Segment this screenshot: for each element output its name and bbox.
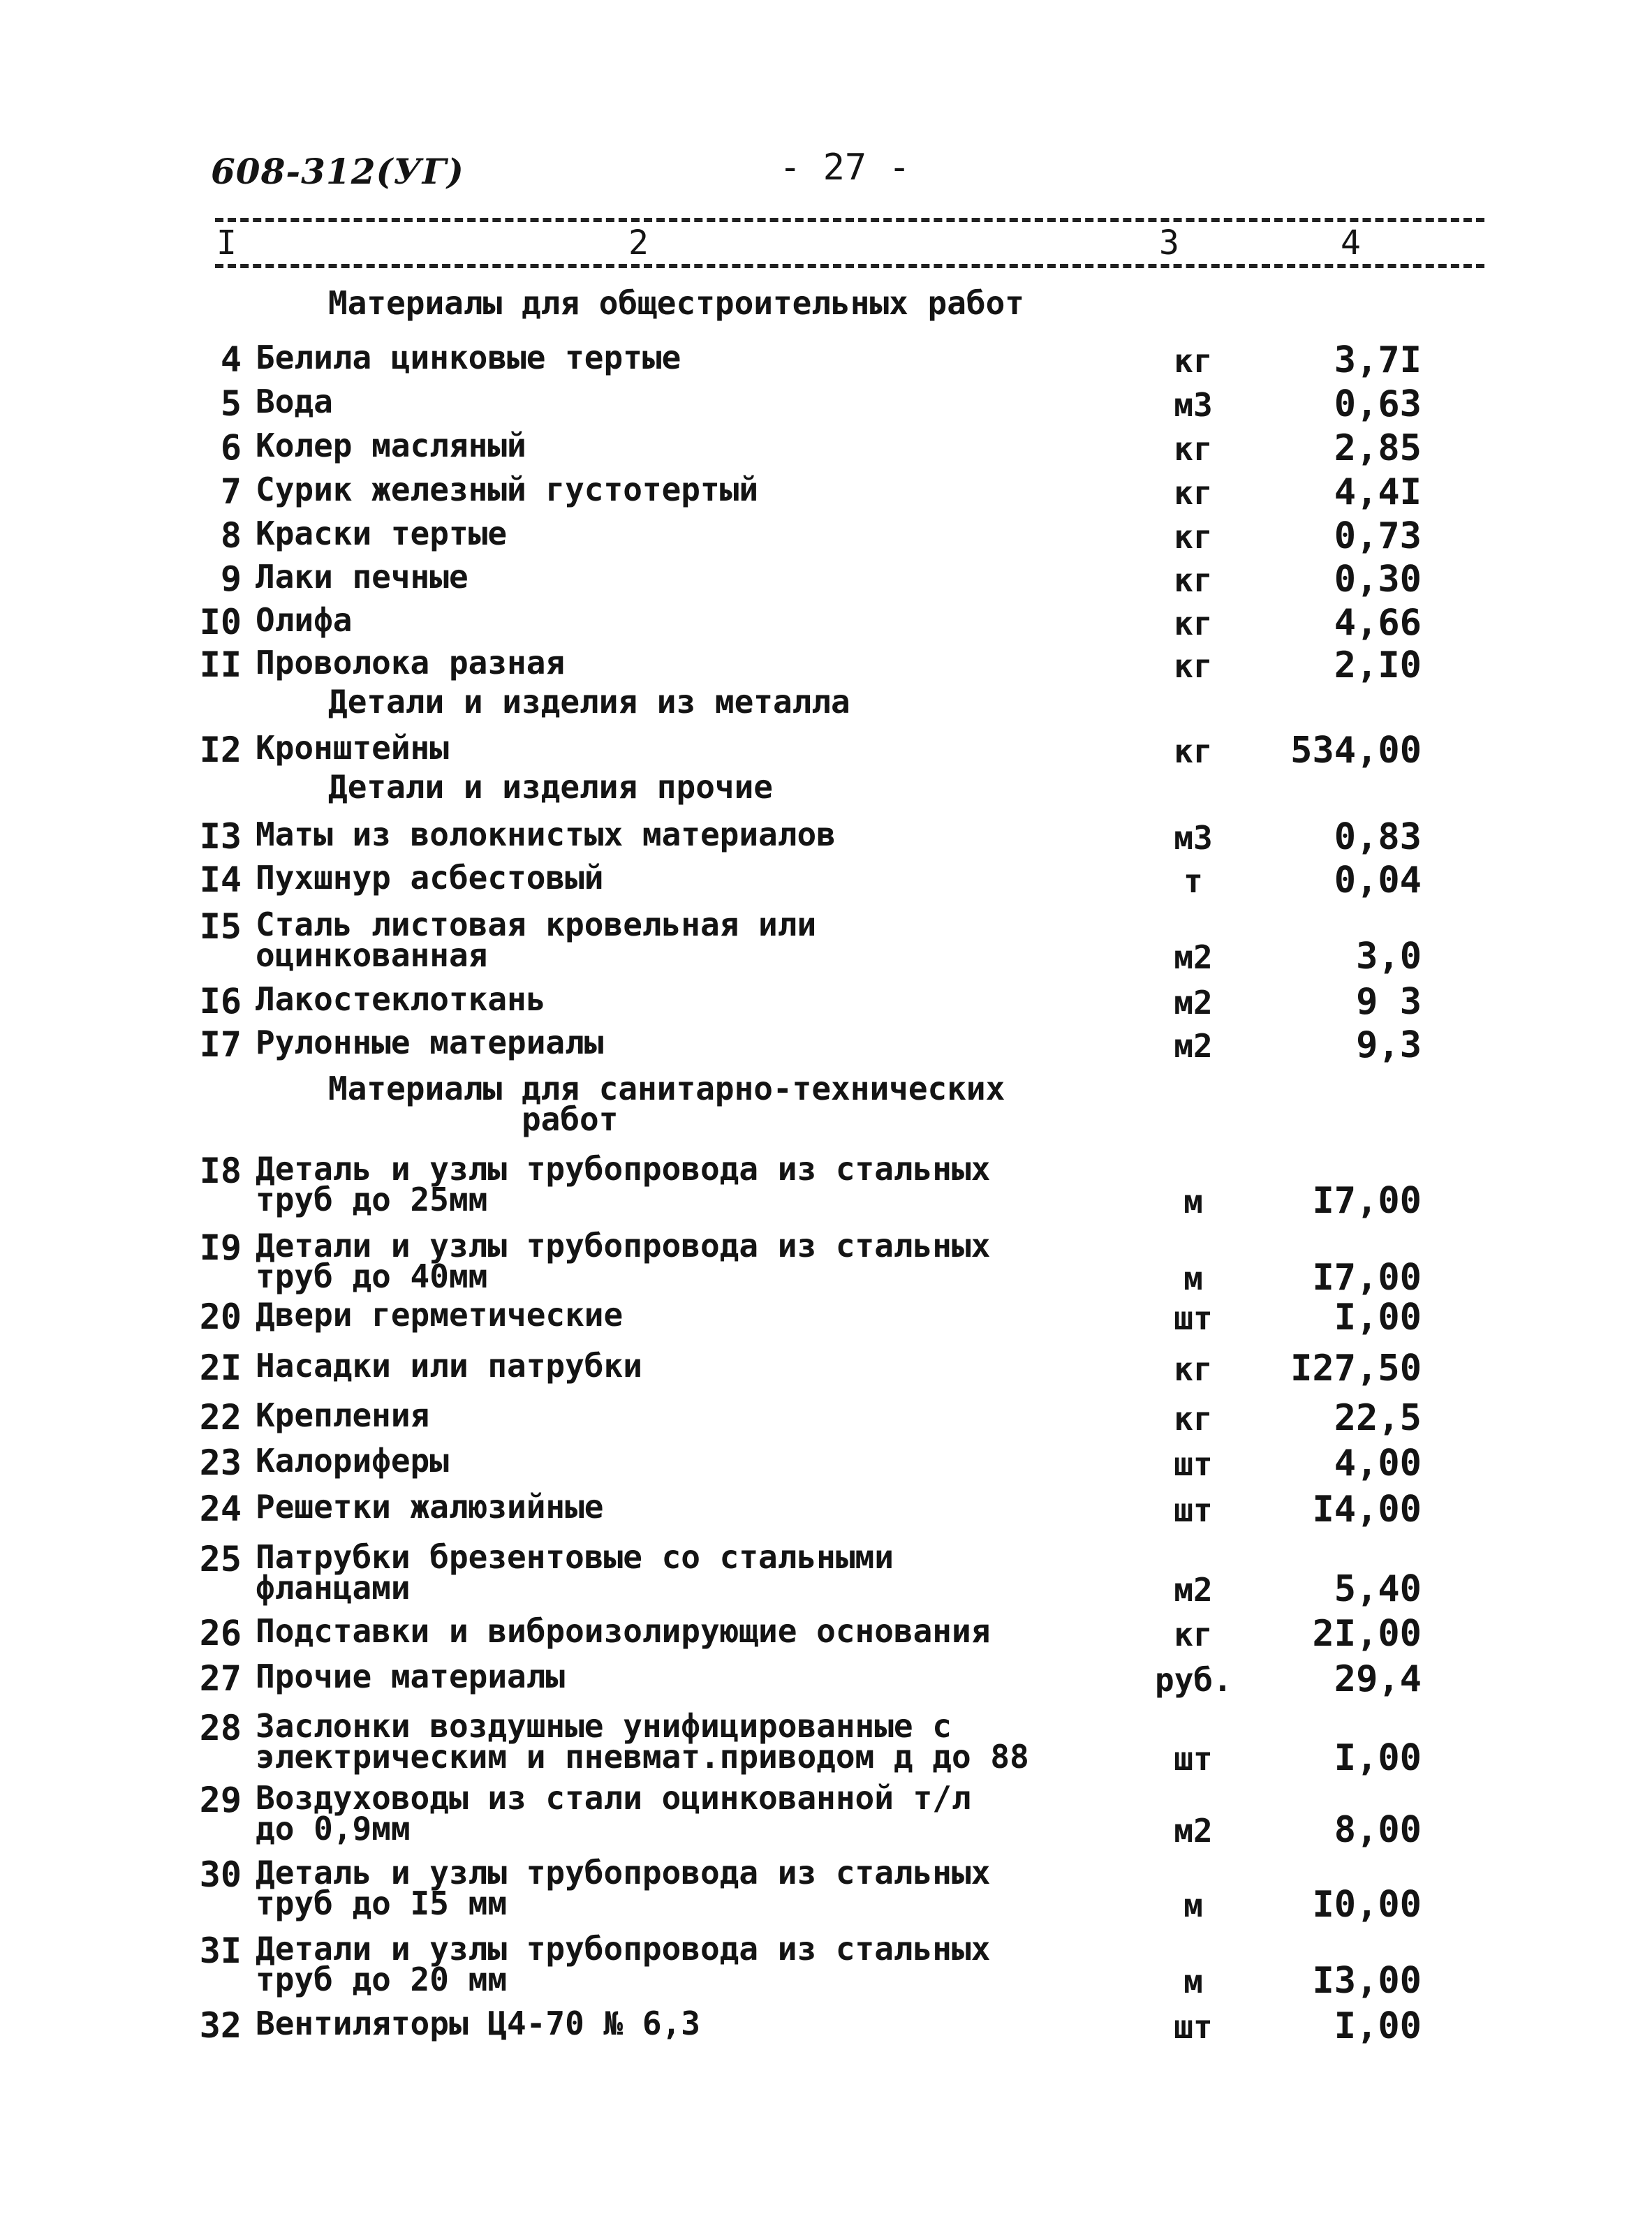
unit-of-measure: кг <box>1174 1400 1213 1438</box>
material-name: Патрубки брезентовые со стальными фланцами <box>256 1538 894 1607</box>
unit-of-measure: м2 <box>1174 1027 1213 1065</box>
quantity: I7,00 <box>1312 1257 1422 1299</box>
unit-of-measure: м <box>1183 1963 1203 2000</box>
quantity: 29,4 <box>1334 1658 1422 1700</box>
material-name: Лаки печные <box>256 558 469 596</box>
quantity: 0,63 <box>1334 383 1422 425</box>
quantity: 534,00 <box>1290 730 1422 772</box>
column-header-4: 4 <box>1341 223 1361 263</box>
row-number: 9 <box>220 559 242 599</box>
quantity: 0,83 <box>1334 816 1422 858</box>
row-number: II <box>199 644 242 685</box>
material-name: Воздуховоды из стали оцинкованной т/л до 0,9мм <box>256 1779 971 1847</box>
row-number: 2I <box>199 1348 242 1388</box>
unit-of-measure: кг <box>1174 342 1213 380</box>
material-name: Олифа <box>256 601 353 639</box>
quantity: I27,50 <box>1290 1348 1422 1389</box>
unit-of-measure: м <box>1183 1887 1203 1924</box>
material-name: Белила цинковые тертые <box>256 339 681 376</box>
material-name: Насадки или патрубки <box>256 1347 642 1385</box>
unit-of-measure: кг <box>1174 474 1213 512</box>
material-name: Сталь листовая кровельная или оцинкованная <box>256 906 817 974</box>
quantity: 5,40 <box>1334 1568 1422 1610</box>
unit-of-measure: кг <box>1174 430 1213 468</box>
unit-of-measure: м2 <box>1174 1571 1213 1609</box>
section-heading: Материалы для санитарно-технических работ <box>328 1070 1005 1138</box>
material-name: Рулонные материалы <box>256 1024 604 1061</box>
quantity: I,00 <box>1334 1297 1422 1338</box>
row-number: I2 <box>199 730 242 770</box>
unit-of-measure: м2 <box>1174 938 1213 976</box>
unit-of-measure: кг <box>1174 605 1213 642</box>
section-heading: Материалы для общестроительных работ <box>328 284 1024 322</box>
row-number: 7 <box>220 471 242 512</box>
quantity: 0,30 <box>1334 559 1422 600</box>
unit-of-measure: кг <box>1174 1616 1213 1653</box>
row-number: 24 <box>199 1489 242 1529</box>
column-header-3: 3 <box>1159 223 1179 263</box>
row-number: 29 <box>199 1780 242 1820</box>
material-name: Детали и узлы трубопровода из стальных труб до 40мм <box>256 1227 991 1295</box>
quantity: 4,00 <box>1334 1443 1422 1484</box>
quantity: 4,4I <box>1334 471 1422 513</box>
material-name: Вентиляторы Ц4-70 № 6,3 <box>256 2005 700 2042</box>
material-name: Заслонки воздушные унифицированные с электрическим и пневмат.приводом д до 88 <box>256 1707 1029 1776</box>
unit-of-measure: т <box>1183 862 1203 900</box>
material-name: Прочие материалы <box>256 1658 566 1695</box>
material-name: Крепления <box>256 1396 430 1434</box>
unit-of-measure: м2 <box>1174 1812 1213 1850</box>
material-name: Двери герметические <box>256 1296 624 1334</box>
quantity: I,00 <box>1334 2005 1422 2047</box>
row-number: 30 <box>199 1854 242 1895</box>
header-rule-top <box>215 218 1484 222</box>
row-number: I6 <box>199 981 242 1021</box>
row-number: 32 <box>199 2005 242 2046</box>
quantity: I3,00 <box>1312 1960 1422 2002</box>
row-number: 20 <box>199 1297 242 1337</box>
material-name: Подставки и виброизолирующие основания <box>256 1612 991 1650</box>
row-number: 5 <box>220 383 242 424</box>
quantity: 3,0 <box>1356 936 1422 977</box>
quantity: 4,66 <box>1334 602 1422 644</box>
quantity: I4,00 <box>1312 1489 1422 1530</box>
row-number: I5 <box>199 906 242 947</box>
unit-of-measure: м3 <box>1174 819 1213 857</box>
unit-of-measure: м2 <box>1174 984 1213 1021</box>
quantity: 2,85 <box>1334 427 1422 469</box>
row-number: I4 <box>199 860 242 900</box>
unit-of-measure: м3 <box>1174 386 1213 424</box>
unit-of-measure: кг <box>1174 518 1213 556</box>
unit-of-measure: кг <box>1174 647 1213 685</box>
column-header-2: 2 <box>628 223 649 263</box>
unit-of-measure: кг <box>1174 1350 1213 1388</box>
row-number: 22 <box>199 1397 242 1438</box>
row-number: 8 <box>220 515 242 556</box>
unit-of-measure: шт <box>1174 1740 1213 1778</box>
quantity: 22,5 <box>1334 1397 1422 1439</box>
material-name: Проволока разная <box>256 644 566 681</box>
section-heading: Детали и изделия прочие <box>328 768 773 806</box>
material-name: Вода <box>256 383 333 420</box>
quantity: 2I,00 <box>1312 1613 1422 1655</box>
row-number: I8 <box>199 1151 242 1191</box>
unit-of-measure: шт <box>1174 1491 1213 1529</box>
unit-of-measure: шт <box>1174 1445 1213 1483</box>
quantity: 9 3 <box>1356 981 1422 1023</box>
unit-of-measure: м <box>1183 1260 1203 1297</box>
unit-of-measure: кг <box>1174 561 1213 599</box>
material-name: Краски тертые <box>256 515 508 552</box>
quantity: I7,00 <box>1312 1180 1422 1222</box>
material-name: Детали и узлы трубопровода из стальных труб до 20 мм <box>256 1930 991 1998</box>
row-number: 27 <box>199 1658 242 1699</box>
unit-of-measure: руб. <box>1155 1661 1232 1699</box>
page-number: - 27 - <box>779 147 910 189</box>
document-code: 608-312(УГ) <box>211 151 464 192</box>
quantity: I,00 <box>1334 1737 1422 1779</box>
material-name: Калориферы <box>256 1442 449 1480</box>
unit-of-measure: м <box>1183 1183 1203 1220</box>
material-name: Деталь и узлы трубопровода из стальных труб до I5 мм <box>256 1854 991 1922</box>
row-number: 28 <box>199 1708 242 1748</box>
quantity: 0,04 <box>1334 860 1422 901</box>
row-number: 26 <box>199 1613 242 1653</box>
row-number: 23 <box>199 1443 242 1483</box>
unit-of-measure: шт <box>1174 2008 1213 2046</box>
row-number: 6 <box>220 427 242 468</box>
quantity: 8,00 <box>1334 1809 1422 1851</box>
quantity: 3,7I <box>1334 339 1422 381</box>
column-header-1: I <box>216 223 237 263</box>
material-name: Сурик железный густотертый <box>256 471 759 508</box>
material-name: Деталь и узлы трубопровода из стальных труб до 25мм <box>256 1150 991 1218</box>
quantity: I0,00 <box>1312 1884 1422 1926</box>
row-number: 25 <box>199 1539 242 1579</box>
header-rule-bottom <box>215 264 1484 268</box>
quantity: 2,I0 <box>1334 644 1422 686</box>
section-heading: Детали и изделия из металла <box>328 683 850 721</box>
row-number: I0 <box>199 602 242 642</box>
row-number: 3I <box>199 1931 242 1971</box>
quantity: 0,73 <box>1334 515 1422 557</box>
material-name: Пухшнур асбестовый <box>256 859 604 897</box>
material-name: Решетки жалюзийные <box>256 1488 604 1526</box>
unit-of-measure: шт <box>1174 1299 1213 1337</box>
material-name: Лакостеклоткань <box>256 980 546 1018</box>
row-number: I9 <box>199 1227 242 1268</box>
row-number: I7 <box>199 1024 242 1065</box>
row-number: I3 <box>199 816 242 857</box>
unit-of-measure: кг <box>1174 732 1213 770</box>
row-number: 4 <box>220 339 242 380</box>
quantity: 9,3 <box>1356 1024 1422 1066</box>
material-name: Кронштейны <box>256 729 449 767</box>
material-name: Маты из волокнистых материалов <box>256 816 836 853</box>
material-name: Колер масляный <box>256 427 526 464</box>
